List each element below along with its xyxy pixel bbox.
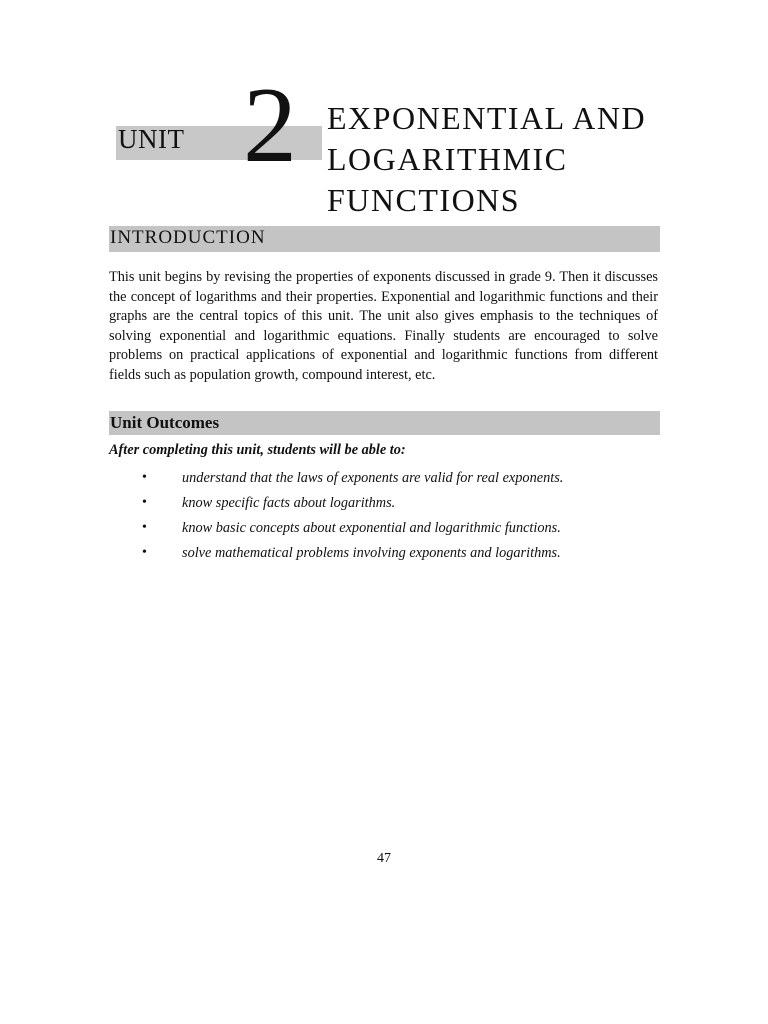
outcome-text: understand that the laws of exponents are valid for real exponents. — [182, 470, 564, 486]
page-number: 47 — [377, 851, 391, 866]
introduction-paragraph: This unit begins by revising the properties of exponents discussed in grade 9. Then it discusses the concept of logarithms and their properties. Exponential and logarithmic functions and their graphs are the central topics of this unit. The unit also gives emphasis to the techniques of solving exponential and logarithmic equations. Finally students are encouraged to solve problems on practical applications of exponential and logarithmic functions from different fields such as population growth, compound interest, etc. — [109, 269, 658, 383]
unit-title-line: EXPONENTIAL AND — [327, 100, 647, 136]
outcome-text: know specific facts about logarithms. — [182, 495, 396, 511]
outcome-text: solve mathematical problems involving exponents and logarithms. — [182, 545, 561, 561]
bullet-icon: • — [142, 495, 147, 510]
unit-outcomes-heading: Unit Outcomes — [110, 413, 220, 432]
unit-number: 2 — [243, 66, 297, 185]
outcome-text: know basic concepts about exponential and logarithmic functions. — [182, 520, 561, 536]
unit-title-line: LOGARITHMIC — [327, 141, 568, 177]
unit-title-line: FUNCTIONS — [327, 182, 521, 218]
introduction-heading: INTRODUCTION — [110, 227, 266, 248]
bullet-icon: • — [142, 470, 147, 485]
unit-title — [327, 98, 646, 221]
bullet-icon: • — [142, 545, 147, 560]
bullet-icon: • — [142, 520, 147, 535]
unit-label: UNIT — [118, 124, 185, 154]
unit-outcomes-lead: After completing this unit, students will be able to: — [109, 442, 406, 458]
